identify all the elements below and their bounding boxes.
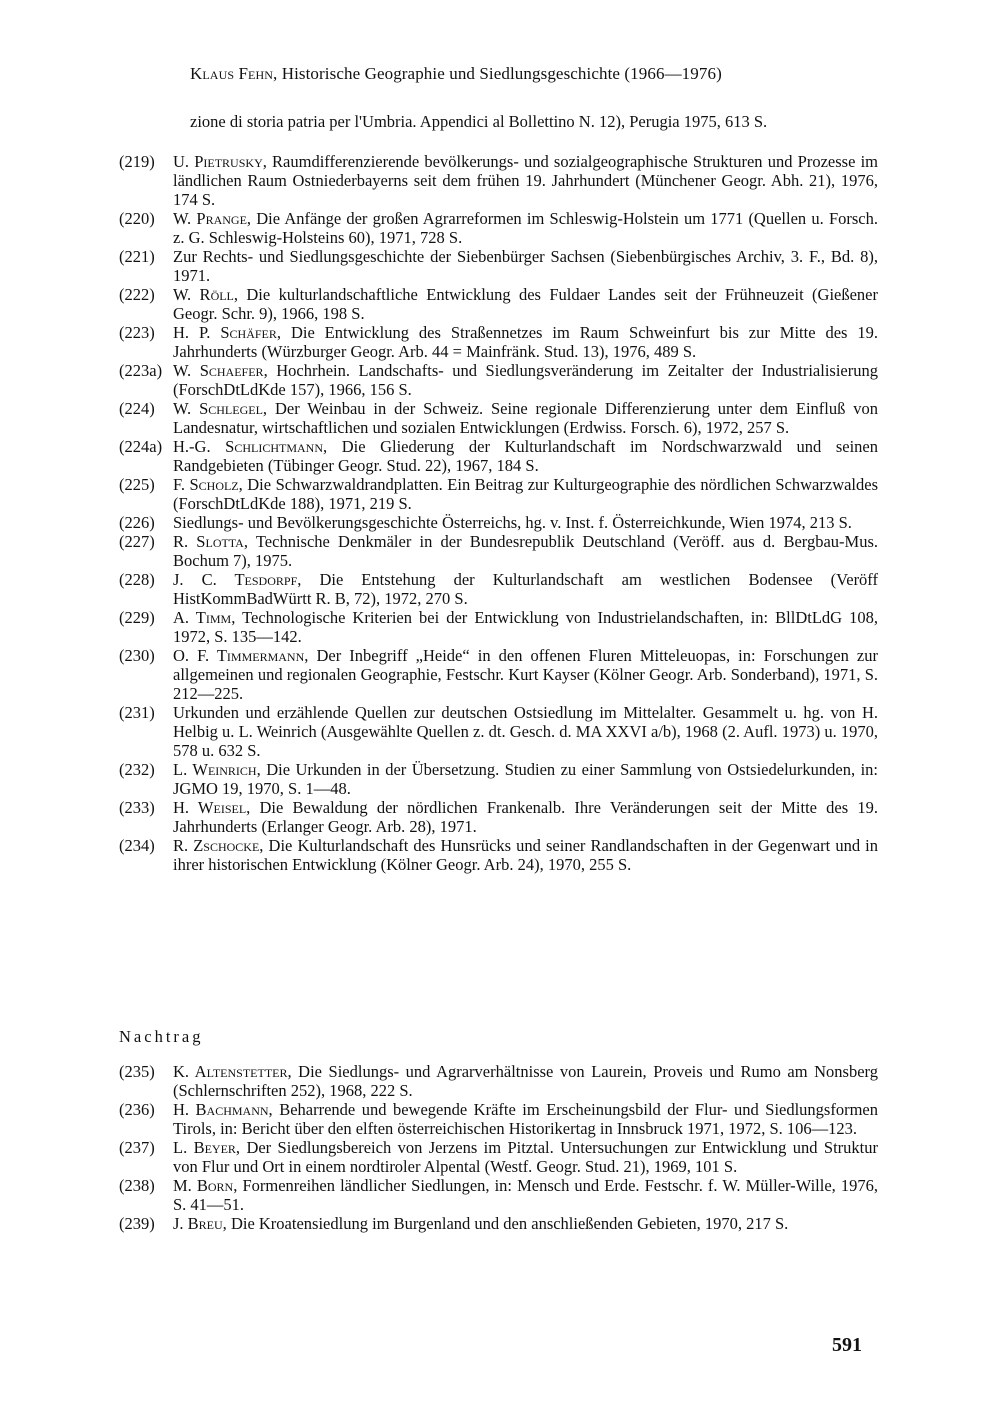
entry-author: H. Weisel, — [173, 798, 251, 817]
entry-author: W. Röll, — [173, 285, 239, 304]
entry-text-block — [173, 323, 878, 361]
entry-title: Die Gliederung der Kulturlandschaft im Nordschwarzwald und seinen Randgebieten (Tübinger Geogr. Stud. 22), 1967, 184 S. — [173, 437, 879, 475]
bibliography-entry — [119, 1062, 878, 1100]
entry-author: K. Altenstetter, — [173, 1062, 292, 1081]
entry-title: Beharrende und bewegende Kräfte im Erscheinungsbild der Flur- und Siedlungsformen Tirols, in: Bericht über den elften österreichischen Historikertag in Innsbruck 1971, 1972, S. 106—123. — [173, 1100, 879, 1138]
entry-text-block — [173, 532, 878, 570]
entry-number: (220) — [119, 209, 155, 228]
entry-text-block — [173, 247, 878, 285]
entry-title: Technische Denkmäler in der Bundesrepublik Deutschland (Veröff. aus d. Bergbau-Mus. Bochum 7), 1975. — [173, 532, 879, 570]
entry-title: Die Kroatensiedlung im Burgenland und den anschließenden Gebieten, 1970, 217 S. — [230, 1214, 789, 1233]
entry-author: H. P. Schäfer, — [173, 323, 282, 342]
entry-title: Die Entwicklung des Straßennetzes im Raum Schweinfurt bis zur Mitte des 19. Jahrhunderts (Würzburger Geogr. Arb. 44 = Mainfränk. Stud. 13), 1976, 489 S. — [173, 323, 879, 361]
bibliography-entry — [119, 646, 878, 703]
entry-title: Urkunden und erzählende Quellen zur deutschen Ostsiedlung im Mittelalter. Gesammelt u. hg. von H. Helbig u. L. Weinrich (Ausgewählte Quellen z. dt. Gesch. d. MA XXVI a/b), 1968 (2. Aufl. 1973) u. 1970, 578 u. 632 S. — [173, 703, 878, 760]
entry-text-block — [173, 1100, 878, 1138]
running-header: Klaus Fehn, Historische Geographie und Siedlungsgeschichte (1966—1976) — [190, 64, 722, 83]
entry-author: W. Prange, — [173, 209, 252, 228]
entry-title: Die Urkunden in der Übersetzung. Studien zu einer Sammlung von Ostsiedelurkunden, in: JGMO 19, 1970, S. 1—48. — [173, 760, 878, 798]
entry-author: A. Timm, — [173, 608, 236, 627]
entry-text-block — [173, 570, 878, 608]
entry-title: Zur Rechts- und Siedlungsgeschichte der Siebenbürger Sachsen (Siebenbürgisches Archiv, 3. F., Bd. 8), 1971. — [173, 247, 878, 285]
entry-number: (231) — [119, 703, 155, 722]
entry-title: Die Entstehung der Kulturlandschaft am westlichen Bodensee (Veröff HistKommBadWürtt R. B, 72), 1972, 270 S. — [173, 570, 878, 608]
entry-text-block — [173, 1214, 878, 1233]
entry-title: Die Anfänge der großen Agrarreformen im Schleswig-Holstein um 1771 (Quellen u. Forsch. z. G. Schleswig-Holsteins 60), 1971, 728 S. — [173, 209, 878, 247]
entry-number: (237) — [119, 1138, 155, 1157]
entry-title: Formenreihen ländlicher Siedlungen, in: Mensch und Erde. Festschr. f. W. Müller-Wille, 1976, S. 41—51. — [173, 1176, 878, 1214]
entry-text-block — [173, 608, 878, 646]
entry-title: Technologische Kriterien bei der Entwicklung von Industrielandschaften, in: BllDtLdG 108, 1972, S. 135—142. — [173, 608, 878, 646]
entry-number: (222) — [119, 285, 155, 304]
entry-text-block — [173, 798, 878, 836]
entry-number: (230) — [119, 646, 155, 665]
entry-title: Raumdifferenzierende bevölkerungs- und sozialgeographische Strukturen und Prozesse im ländlichen Raum Ostniederbayerns seit dem frühen 19. Jahrhundert (Münchener Geogr. Abh. 21), 1976, 174 S. — [173, 152, 878, 209]
bibliography-entry — [119, 209, 878, 247]
bibliography-entry — [119, 1100, 878, 1138]
entry-text-block — [173, 399, 878, 437]
entry-title: Die Kulturlandschaft des Hunsrücks und seiner Randlandschaften in der Gegenwart und in ihrer historischen Entwicklung (Kölner Geogr. Arb. 24), 1970, 255 S. — [173, 836, 878, 874]
entry-author: H. Bachmann, — [173, 1100, 273, 1119]
entry-number: (228) — [119, 570, 155, 589]
entry-author: H.-G. Schlichtmann, — [173, 437, 328, 456]
bibliography-entry — [119, 513, 878, 532]
entry-number: (223a) — [119, 361, 163, 380]
entry-author: L. Beyer, — [173, 1138, 241, 1157]
bibliography-entry — [119, 703, 878, 760]
entry-author: J. Breu, — [173, 1214, 227, 1233]
bibliography-entry — [119, 570, 878, 608]
entry-author: F. Scholz, — [173, 475, 243, 494]
bibliography-entry — [119, 1176, 878, 1214]
entry-text-block — [173, 1176, 878, 1214]
bibliography-entry — [119, 285, 878, 323]
entry-number: (223) — [119, 323, 155, 342]
entry-number: (221) — [119, 247, 155, 266]
entry-title: Der Inbegriff „Heide“ in den offenen Fluren Mitteleuopas, in: Forschungen zur allgemeinen und regionalen Geographie, Festschr. Kurt Kayser (Kölner Geogr. Arb. Sonderband), 1971, S. 212—225. — [173, 646, 878, 703]
header-author: Klaus Fehn — [190, 64, 273, 83]
entry-author: J. C. Tesdorpf, — [173, 570, 302, 589]
entry-number: (224) — [119, 399, 155, 418]
bibliography-entry — [119, 323, 878, 361]
entry-author: R. Zschocke, — [173, 836, 264, 855]
continued-entry-text: zione di storia patria per l'Umbria. Appendici al Bollettino N. 12), Perugia 1975, 613 S. — [190, 112, 768, 131]
entry-title: Der Weinbau in der Schweiz. Seine regionale Differenzierung unter dem Einfluß von Landesnatur, wirtschaftlichen und sozialen Entwicklungen (Erdwiss. Forsch. 6), 1972, 257 S. — [173, 399, 879, 437]
bibliography-list — [119, 152, 878, 874]
entry-title: Die Bewaldung der nördlichen Frankenalb. Ihre Veränderungen seit der Mitte des 19. Jahrhunderts (Erlanger Geogr. Arb. 28), 1971. — [173, 798, 878, 836]
entry-text-block — [173, 760, 878, 798]
bibliography-entry — [119, 760, 878, 798]
entry-title: Hochrhein. Landschafts- und Siedlungsveränderung im Zeitalter der Industrialisierung (ForschDtLdKde 157), 1966, 156 S. — [173, 361, 878, 399]
entry-number: (238) — [119, 1176, 155, 1195]
entry-text-block — [173, 361, 878, 399]
entry-text-block — [173, 285, 878, 323]
header-title: Historische Geographie und Siedlungsgeschichte (1966—1976) — [281, 64, 722, 83]
entry-author: O. F. Timmermann, — [173, 646, 309, 665]
entry-title: Der Siedlungsbereich von Jerzens im Pitztal. Untersuchungen zur Entwicklung und Struktur von Flur und Ort in einem nordtiroler Alpental (Westf. Geogr. Stud. 21), 1969, 101 S. — [173, 1138, 878, 1176]
bibliography-entry — [119, 798, 878, 836]
entry-text-block — [173, 1138, 878, 1176]
bibliography-entry — [119, 399, 878, 437]
entry-text-block — [173, 437, 878, 475]
bibliography-entry — [119, 1214, 878, 1233]
nachtrag-list — [119, 1062, 878, 1233]
entry-text-block — [173, 836, 878, 874]
page-number: 591 — [832, 1334, 862, 1356]
entry-title: Die kulturlandschaftliche Entwicklung des Fuldaer Landes seit der Frühneuzeit (Gießener Geogr. Schr. 9), 1966, 198 S. — [173, 285, 878, 323]
entry-text-block — [173, 475, 878, 513]
entry-author: W. Schaefer, — [173, 361, 268, 380]
entry-number: (239) — [119, 1214, 155, 1233]
entry-number: (233) — [119, 798, 155, 817]
bibliography-entry — [119, 532, 878, 570]
entry-number: (227) — [119, 532, 155, 551]
entry-title: Die Siedlungs- und Agrarverhältnisse von Laurein, Proveis und Rumo am Nonsberg (Schlernschriften 252), 1968, 222 S. — [173, 1062, 878, 1100]
entry-text-block — [173, 646, 878, 703]
entry-title: Siedlungs- und Bevölkerungsgeschichte Österreichs, hg. v. Inst. f. Österreichkunde, Wien 1974, 213 S. — [173, 513, 852, 532]
bibliography-entry — [119, 361, 878, 399]
entry-number: (236) — [119, 1100, 155, 1119]
entry-text-block — [173, 1062, 878, 1100]
entry-number: (219) — [119, 152, 155, 171]
entry-author: R. Slotta, — [173, 532, 248, 551]
entry-number: (225) — [119, 475, 155, 494]
bibliography-entry — [119, 247, 878, 285]
bibliography-entry — [119, 1138, 878, 1176]
entry-number: (226) — [119, 513, 155, 532]
entry-author: M. Born, — [173, 1176, 238, 1195]
entry-title: Die Schwarzwaldrandplatten. Ein Beitrag zur Kulturgeographie des nördlichen Schwarzwaldes (ForschDtLdKde 188), 1971, 219 S. — [173, 475, 879, 513]
entry-number: (232) — [119, 760, 155, 779]
bibliography-entry — [119, 836, 878, 874]
entry-text-block — [173, 209, 878, 247]
entry-number: (224a) — [119, 437, 163, 456]
entry-author: L. Weinrich, — [173, 760, 261, 779]
bibliography-entry — [119, 608, 878, 646]
bibliography-entry — [119, 475, 878, 513]
entry-number: (234) — [119, 836, 155, 855]
entry-number: (235) — [119, 1062, 155, 1081]
entry-text-block — [173, 513, 878, 532]
entry-text-block — [173, 703, 878, 760]
nachtrag-heading: Nachtrag — [119, 1027, 204, 1046]
entry-text-block — [173, 152, 878, 209]
entry-number: (229) — [119, 608, 155, 627]
entry-author: U. Pietrusky, — [173, 152, 267, 171]
bibliography-entry — [119, 152, 878, 209]
entry-author: W. Schlegel, — [173, 399, 268, 418]
bibliography-entry — [119, 437, 878, 475]
